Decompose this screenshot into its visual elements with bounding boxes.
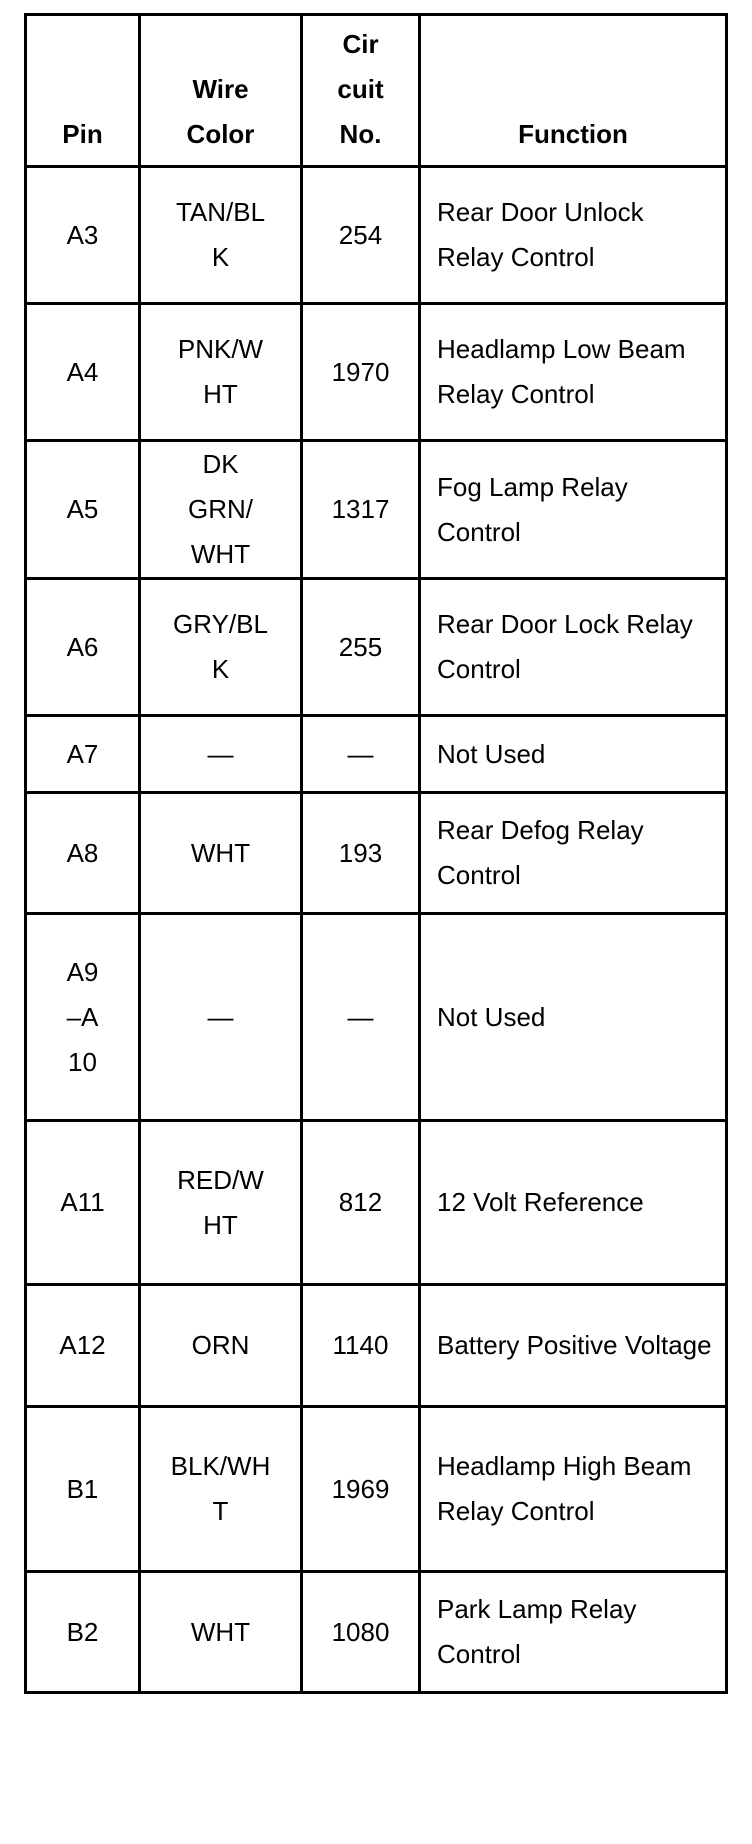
pin-cell: A6 — [26, 579, 140, 716]
header-wire-color — [140, 15, 302, 167]
header-wire-color-text: Wire Color — [186, 74, 255, 149]
table-row — [26, 716, 727, 793]
function-cell: Park Lamp Relay Control — [420, 1572, 727, 1693]
header-row — [26, 15, 727, 167]
table-row — [26, 1285, 727, 1407]
pin-cell: A9 –A 10 — [26, 914, 140, 1121]
function-cell: Not Used — [420, 716, 727, 793]
wire-color-cell: DK GRN/ WHT — [140, 441, 302, 579]
wire-color-cell: TAN/BLK — [140, 167, 302, 304]
pin-cell: A8 — [26, 793, 140, 914]
function-cell: Battery Positive Voltage — [420, 1285, 727, 1407]
table-row — [26, 167, 727, 304]
wire-color-cell: GRY/BLK — [140, 579, 302, 716]
wire-color-cell: BLK/WHT — [140, 1407, 302, 1572]
function-cell: Rear Door Lock Relay Control — [420, 579, 727, 716]
table-row — [26, 1407, 727, 1572]
circuit-cell: — — [302, 716, 420, 793]
table-row — [26, 793, 727, 914]
function-cell: Not Used — [420, 914, 727, 1121]
circuit-cell: 255 — [302, 579, 420, 716]
wire-color-cell: WHT — [140, 793, 302, 914]
connector-pinout-table — [24, 13, 728, 1694]
pin-cell: A5 — [26, 441, 140, 579]
circuit-cell: — — [302, 914, 420, 1121]
function-cell: Fog Lamp Relay Control — [420, 441, 727, 579]
function-cell: Rear Door Unlock Relay Control — [420, 167, 727, 304]
pin-cell: A4 — [26, 304, 140, 441]
pin-cell: A7 — [26, 716, 140, 793]
table-row — [26, 1121, 727, 1285]
wire-color-cell: — — [140, 716, 302, 793]
table-row — [26, 441, 727, 579]
table-row — [26, 304, 727, 441]
function-cell: Headlamp High Beam Relay Control — [420, 1407, 727, 1572]
table-row — [26, 914, 727, 1121]
pin-cell: A11 — [26, 1121, 140, 1285]
table-row — [26, 1572, 727, 1693]
circuit-cell: 193 — [302, 793, 420, 914]
function-cell: 12 Volt Reference — [420, 1121, 727, 1285]
wire-color-cell: WHT — [140, 1572, 302, 1693]
circuit-cell: 812 — [302, 1121, 420, 1285]
wire-color-cell: RED/WHT — [140, 1121, 302, 1285]
circuit-cell: 254 — [302, 167, 420, 304]
header-pin: Pin — [26, 15, 140, 167]
circuit-cell: 1080 — [302, 1572, 420, 1693]
function-cell: Headlamp Low Beam Relay Control — [420, 304, 727, 441]
table-row — [26, 579, 727, 716]
header-function: Function — [420, 15, 727, 167]
circuit-cell: 1317 — [302, 441, 420, 579]
circuit-cell: 1970 — [302, 304, 420, 441]
pin-cell: A12 — [26, 1285, 140, 1407]
wire-color-cell: — — [140, 914, 302, 1121]
header-circuit-no — [302, 15, 420, 167]
function-cell: Rear Defog Relay Control — [420, 793, 727, 914]
pin-cell: B1 — [26, 1407, 140, 1572]
pin-cell: B2 — [26, 1572, 140, 1693]
wire-color-cell: ORN — [140, 1285, 302, 1407]
circuit-cell: 1969 — [302, 1407, 420, 1572]
pin-cell: A3 — [26, 167, 140, 304]
circuit-cell: 1140 — [302, 1285, 420, 1407]
header-circuit-no-text: Cir cuit No. — [337, 29, 384, 149]
wire-color-cell: PNK/WHT — [140, 304, 302, 441]
